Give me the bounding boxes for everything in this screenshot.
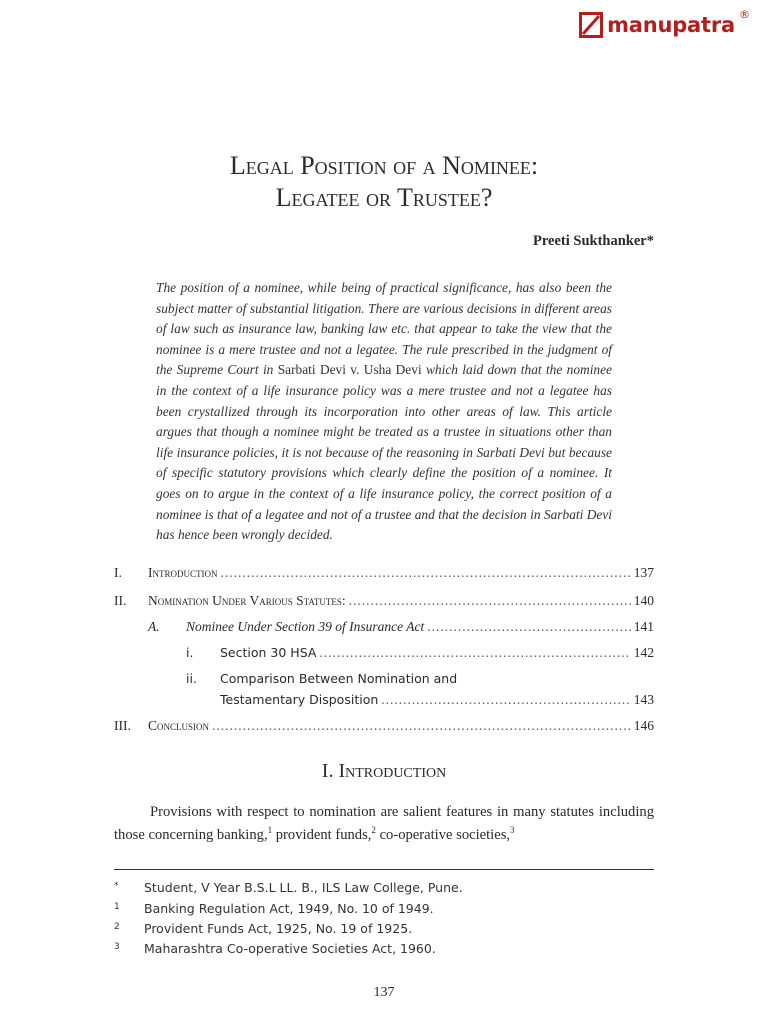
toc-label: Comparison Between Nomination and — [220, 671, 458, 686]
footnote — [114, 921, 654, 941]
author-name: Preeti Sukthanker* — [533, 233, 654, 249]
body-text: Provisions with respect to nomination are salient features in many statutes including those concerning banking, — [114, 804, 654, 843]
toc-row-continued[interactable] — [114, 692, 654, 712]
abstract-part-2: which laid down that the nominee in the context of a life insurance policy was a mere trustee and not a legatee has been crystallized through its incorporation into other areas of law. This article argues that though a nominee might be treated as a trustee in situations other than life insurance policies, it is not because of the reasoning in Sarbati Devi but because of specific statutory provisions which clearly define the position of a nominee. It goes on to argue in the context of a life insurance policy, the correct position of a nominee is that of a legatee and not of a trustee and that the decision in Sarbati Devi has hence been wrongly decided. — [156, 362, 612, 543]
body-text: provident funds, — [272, 827, 372, 843]
toc-row[interactable] — [114, 593, 654, 613]
toc-leader — [319, 645, 630, 661]
abstract-part-1: The position of a nominee, while being of practical significance, has also been the subject matter of substantial litigation. There are various decisions in different areas of law such as insurance law, banking law etc. that appear to take the view that the nominee is a mere trustee and not a legatee. The rule prescribed in the judgment of the Supreme Court in — [156, 280, 612, 378]
footnote-text: Provident Funds Act, 1925, No. 19 of 1925. — [144, 921, 413, 936]
footnote-text: Maharashtra Co-operative Societies Act, 1960. — [144, 941, 436, 956]
logo-text: manupatra — [607, 13, 735, 37]
body-text: co-operative societies, — [375, 827, 511, 843]
toc-row[interactable] — [114, 671, 654, 691]
footnote-mark: * — [114, 881, 119, 891]
toc-number: A. — [148, 619, 160, 634]
toc-label: Nomination Under Various Statutes: — [148, 593, 346, 608]
abstract — [156, 278, 612, 546]
toc-number: ii. — [186, 671, 197, 686]
toc-page: 141 — [633, 619, 654, 634]
footnote — [114, 901, 654, 921]
toc-row[interactable] — [114, 645, 654, 665]
footnote — [114, 941, 654, 961]
toc-label: Section 30 HSA — [220, 645, 317, 660]
footnote-mark: 2 — [114, 922, 120, 932]
manupatra-logo — [579, 8, 750, 38]
toc-label: Conclusion — [148, 718, 210, 733]
toc-page: 146 — [633, 718, 654, 733]
toc-leader — [427, 619, 631, 635]
section-heading: I. Introduction — [321, 760, 447, 782]
footnote-text: Student, V Year B.S.L LL. B., ILS Law College, Pune. — [144, 880, 463, 895]
abstract-case-name: Sarbati Devi v. Usha Devi — [277, 362, 422, 378]
footnote-mark: 1 — [114, 902, 120, 912]
page-number: 137 — [373, 985, 395, 1000]
article-title — [0, 150, 768, 214]
toc-page: 143 — [633, 692, 654, 707]
toc-leader — [212, 718, 631, 734]
registered-mark: ® — [739, 8, 750, 21]
title-line-2: Legatee or Trustee? — [275, 183, 493, 212]
body-paragraph — [114, 801, 654, 847]
toc-row[interactable] — [114, 565, 654, 585]
toc-label: Nominee Under Section 39 of Insurance Act — [186, 619, 425, 634]
footnote — [114, 880, 654, 900]
manupatra-logo-icon — [579, 12, 603, 38]
footnote-ref[interactable]: 1 — [267, 825, 273, 836]
toc-row[interactable] — [114, 619, 654, 639]
toc-number: i. — [186, 645, 194, 660]
footnote-mark: 3 — [114, 942, 120, 952]
footnote-ref[interactable]: 3 — [510, 825, 515, 836]
toc-row[interactable] — [114, 718, 654, 738]
toc-number: II. — [114, 593, 127, 608]
toc-label: Introduction — [148, 565, 218, 580]
toc-page: 137 — [633, 565, 654, 580]
toc-page: 140 — [633, 593, 654, 608]
title-line-1: Legal Position of a Nominee: — [229, 151, 539, 180]
toc-leader — [221, 565, 631, 581]
toc-number: I. — [114, 565, 122, 580]
footnote-text: Banking Regulation Act, 1949, No. 10 of 1949. — [144, 901, 434, 916]
toc-label: Testamentary Disposition — [220, 692, 379, 707]
toc-number: III. — [114, 718, 131, 733]
footnote-divider — [114, 869, 654, 870]
toc-leader — [349, 593, 631, 609]
footnote-ref[interactable]: 2 — [371, 825, 376, 836]
toc-page: 142 — [633, 645, 654, 660]
toc-leader — [381, 692, 630, 708]
